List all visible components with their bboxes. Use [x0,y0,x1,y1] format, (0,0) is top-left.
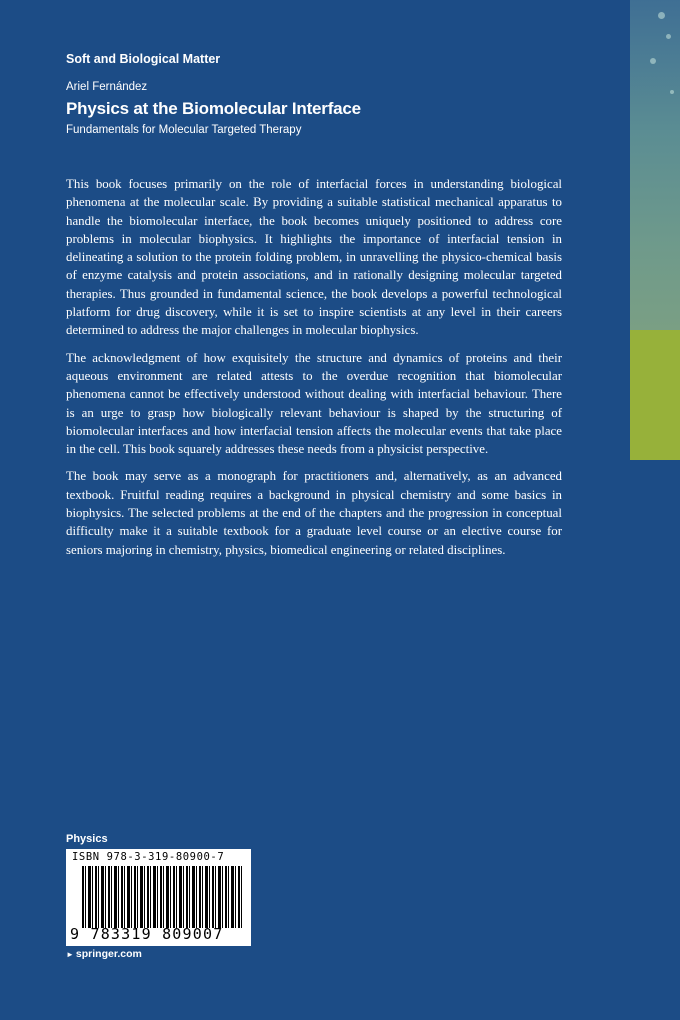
description-paragraph: This book focuses primarily on the role of interfacial forces in understanding biological phenomena at the molecular scale. By providing a suitable statistical mechanical apparatus to handle the biomolecular interface, the book becomes uniquely positioned to address core problems in molecular biophysics. It highlights the importance of interfacial tension in delineating a solution to the protein folding problem, in unravelling the physico-chemical basis of enzyme catalysis and protein associations, and in rationally designing molecular targeted therapies. Thus grounded in fundamental science, the book develops a powerful technological platform for drug discovery, while it is set to inspire scientists at any level in their careers determined to address the major challenges in molecular biophysics. [66,177,562,338]
subject-category: Physics [66,833,108,845]
decorative-green-strip [630,330,680,460]
barcode-bars [82,866,244,928]
author-name: Ariel Fernández [66,81,148,93]
decorative-photo-strip [630,0,680,330]
publisher-website [66,948,142,960]
series-title: Soft and Biological Matter [66,52,221,66]
description-paragraph: The acknowledgment of how exquisitely the structure and dynamics of proteins and their aqueous environment are related attests to the overdue recognition that biomolecular phenomena cannot be effectively understood without dealing with interfacial behaviour. There is an urge to grasp how biologically relevant behaviour is shaped by the structuring of biomolecular interfaces and how interfacial tension affects the molecular events that take place in the cell. This book squarely addresses these needs from a physicist perspective. [66,350,562,457]
book-subtitle: Fundamentals for Molecular Targeted Therapy [66,124,302,136]
arrow-icon: ► [66,950,74,959]
website-text: springer.com [75,948,142,960]
barcode-number: 9 783319 809007 [70,925,224,943]
description-text [66,175,562,568]
isbn-label: ISBN 978-3-319-80900-7 [72,851,225,863]
description-paragraph: The book may serve as a monograph for practitioners and, alternatively, as an advanced textbook. Fruitful reading requires a background in physical chemistry and some basics in biophysics. The selected problems at the end of the chapters and the progression in conceptual difficulty make it a suitable textbook for a graduate level course or an elective course for seniors majoring in chemistry, physics, biomedical engineering or related disciplines. [66,469,562,557]
book-title: Physics at the Biomolecular Interface [66,99,361,118]
isbn-barcode [66,849,251,946]
